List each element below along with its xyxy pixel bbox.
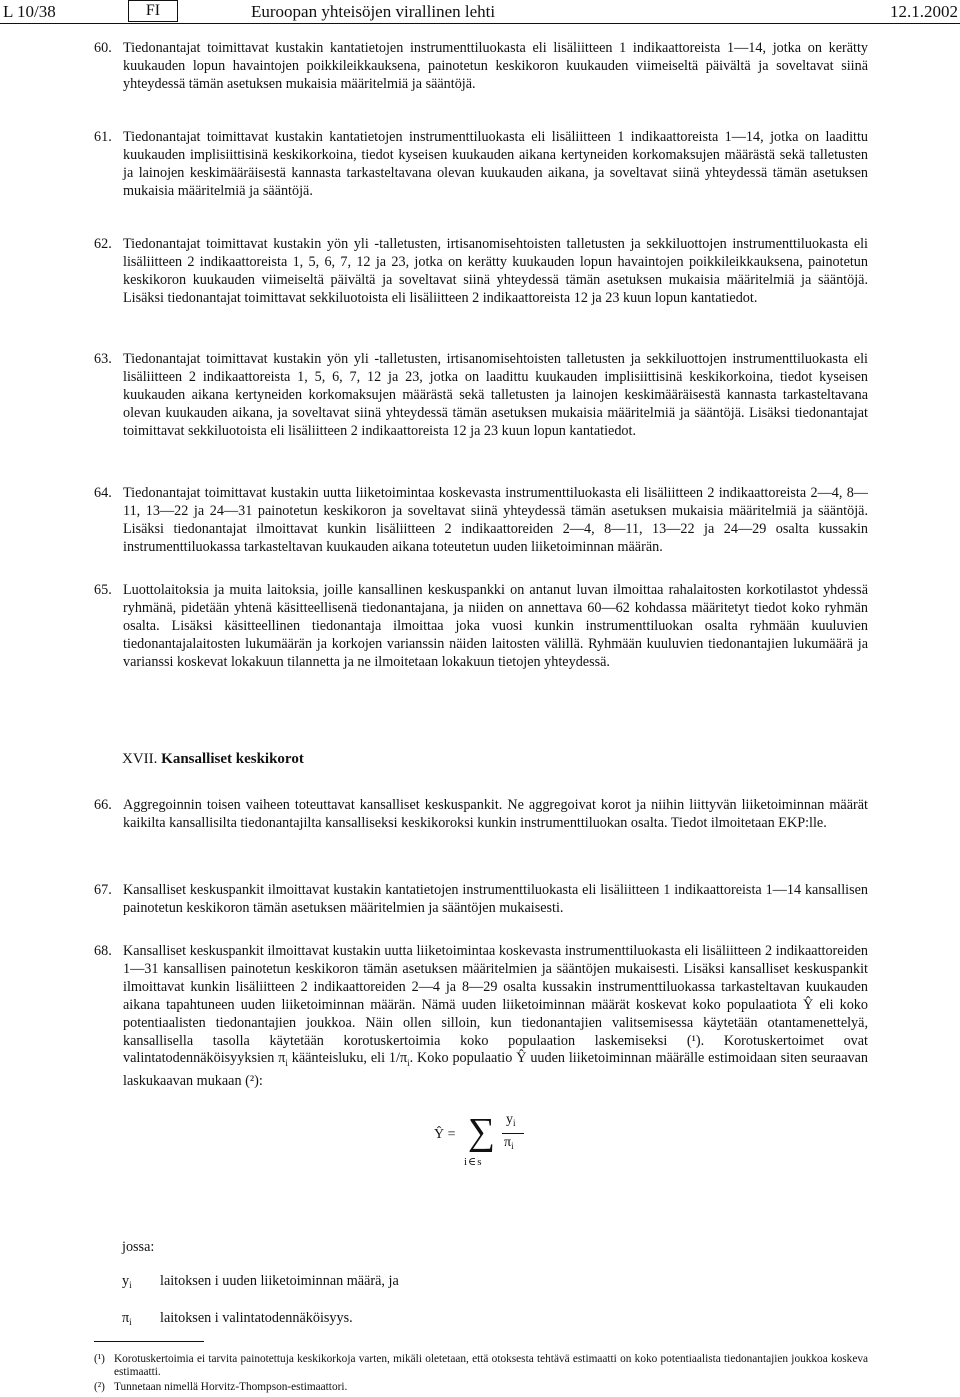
footnote-text: Korotuskertoimia ei tarvita painotettuja keskikorkoja varten, mikäli oletetaan, että otoksesta tehtävä estimaatti on koko potentiaalista tiedonantajien joukkoa koskeva estimaatti. (114, 1353, 868, 1378)
journal-title: Euroopan yhteisöjen virallinen lehti (251, 2, 496, 21)
paragraph-number: 68. (94, 943, 112, 959)
paragraph-68 (94, 943, 868, 1091)
paragraph-number: 67. (94, 882, 112, 898)
paragraph-number: 62. (94, 236, 112, 252)
paragraph-number: 64. (94, 485, 112, 501)
paragraph-text: Kansalliset keskuspankit ilmoittavat kustakin uutta liiketoimintaa koskevasta instrumenttiluokasta eli lisäliitteen 2 indikaattoreiden 1—31 kansallisen painotetun keskikoron tämän asetuksen määritelmien ja sääntöjen mukaisesti. Lisäksi kansalliset keskuspankit ilmoittavat kunkin lisäliitteen 2 indikaattoreiden 2—4 ja 8—29 osalta kussakin instrumenttiluokassa tarkasteltavan kuukauden aikana tapahtuneen uuden liiketoiminnan määrän. Nämä uuden liiketoiminnan määrät koskevat koko populaatiota Ŷ eli koko potentiaalisten tiedonantajien joukkoa. Näin ollen silloin, kun tiedonantajien valitsemisessa käytetään otantamenettelyä, kansallisella tasolla käytetään korotuskertoimia koko populaation laskemiseksi (¹). Korotuskertoimet ovat valintatodennäköisyyksien $\pi_i$ käänteisluku, eli $1/\pi_i$. Koko populaatio Ŷ uuden liiketoiminnan määrälle estimoidaan siten seuraavan laskukaavan mukaan (²): (123, 943, 868, 1090)
definition-text: laitoksen i uuden liiketoiminnan määrä, ja (160, 1273, 399, 1289)
page-header (0, 0, 960, 24)
footnote-rule (94, 1341, 204, 1342)
paragraph-number: 61. (94, 129, 112, 145)
section-title: Kansalliset keskikorot (161, 751, 304, 767)
definition-text: laitoksen i valintatodennäköisyys. (160, 1310, 353, 1326)
paragraph-67 (94, 882, 868, 918)
paragraph-66 (94, 797, 868, 833)
paragraph-text: Tiedonantajat toimittavat kustakin uutta liiketoimintaa koskevasta instrumenttiluokasta eli lisäliitteen 2 indikaattoreista 2—4, 8—11, 13—22 ja 24—31 painotetun keskikoron ja soveltavat siinä yhteydessä tämän asetuksen mukaisia määritelmiä ja sääntöjä. Lisäksi tiedonantajat ilmoittavat kunkin lisäliitteen 2 indikaattoreiden 2—4, 8—11, 13—22 ja 24—29 osalta kussakin instrumenttiluokassa tarkasteltavan kuukauden aikana toteutetun uuden liiketoiminnan määrän. (123, 485, 868, 555)
paragraph-text: Luottolaitoksia ja muita laitoksia, joille kansallinen keskuspankki on antanut luvan ilmoittaa rahalaitosten korkotilastot yhdessä ryhmänä, pidetään yhtenä käsitteellisenä tiedonantajana, ja niiden on annettava 60—62 kohdassa määritetyt tiedot koko ryhmän osalta. Lisäksi käsitteellinen tiedonantaja ilmoittaa joka vuosi kunkin instrumenttiluokan osalta ryhmään kuuluvien tiedonantajalaitosten lukumäärän ja korkojen varianssin näiden laitosten välillä. Ryhmään kuuluvien tiedonantajien lukumäärä ja varianssi koskevat lokakuun tilannetta ja ne ilmoitetaan lokakuun tietojen yhteydessä. (123, 582, 868, 670)
publication-date: 12.1.2002 (890, 2, 958, 21)
footnote-2 (94, 1381, 868, 1394)
paragraph-text: Kansalliset keskuspankit ilmoittavat kustakin kantatietojen instrumenttiluokasta eli lisäliitteen 1 indikaattoreista 1—14 kansallisen painotetun keskikoron tämän asetuksen määritelmien ja sääntöjen mukaisesti. (123, 882, 868, 916)
paragraph-text-start: Kansalliset keskuspankit ilmoittavat kustakin uutta liiketoimintaa koskevasta instrumenttiluokasta eli lisäliitteen 2 indikaattoreiden 1—31 kansallisen painotetun keskikoron tämän asetuksen määritelmien ja sääntöjen mukaisesti. Lisäksi kansalliset keskuspankit ilmoittavat kunkin lisäliitteen 2 indikaattoreiden 2—4 ja 8—29 osalta kussakin instrumenttiluokassa tarkasteltavan kuukauden aikana tapahtuneen uuden liiketoiminnan määrän. Nämä uuden liiketoiminnan määrät koskevat koko populaatiota Ŷ eli koko potentiaalisten tiedonantajien joukkoa. Näin ollen silloin, kun tiedonantajien valitsemisessa käytetään otantamenettelyä, kansallisella tasolla käytetään korotuskertoimia koko populaation laskemiseksi (¹). Korotuskertoimet ovat valintatodennäköisyyksien π (123, 943, 868, 1067)
paragraph-65 (94, 582, 868, 672)
paragraph-64 (94, 485, 868, 557)
paragraph-63 (94, 351, 868, 441)
formula-lhs: Ŷ = (434, 1127, 456, 1142)
paragraph-62 (94, 236, 868, 308)
formula-numerator: $y_i$ (506, 1112, 516, 1128)
footnote-1 (94, 1353, 868, 1379)
paragraph-number: 65. (94, 582, 112, 598)
formula-denominator: $\pi_i$ (504, 1135, 514, 1151)
section-heading (122, 750, 304, 768)
language-badge: FI (128, 0, 178, 22)
paragraph-number: 60. (94, 40, 112, 56)
paragraph-text: Tiedonantajat toimittavat kustakin yön yli -talletusten, irtisanomisehtoisten talletusten ja sekkiluottojen instrumenttiluokasta eli lisäliitteen 2 indikaattoreista 1, 5, 6, 7, 12 ja 23, jotka on laadittu kuukauden implisiittisinä keskikorkoina, tiedot kyseisen kuukauden aikana kertyneiden korkomaksujen määrästä sekä talletusten ja lainojen keskimääräisestä kannasta tarkasteltavana olevan kuukauden aikana, ja soveltavat siinä yhteydessä tämän asetuksen mukaisia määritelmiä ja sääntöjä. Lisäksi tiedonantajat toimittavat sekkiluotoista eli lisäliitteen 2 indikaattoreista 12 ja 23 kuun lopun kantatiedot. (123, 351, 868, 439)
page-reference: L 10/38 (3, 2, 56, 21)
definition-symbol: $\pi_i$ (122, 1310, 132, 1327)
summation-symbol: ∑ (468, 1111, 496, 1153)
footnote-mark: (¹) (94, 1353, 105, 1365)
paragraph-number: 66. (94, 797, 112, 813)
definition-symbol: $y_i$ (122, 1273, 132, 1290)
paragraph-number: 63. (94, 351, 112, 367)
horvitz-thompson-formula (434, 1112, 554, 1170)
paragraph-text: Tiedonantajat toimittavat kustakin kantatietojen instrumenttiluokasta eli lisäliitteen 1 indikaattoreista 1—14, jotka on kerätty kuukauden lopun havaintojen poikkileikkauksena, painotetun keskikoron kuukauden viimeiseltä päivältä ja soveltavat siinä yhteydessä tämän asetuksen mukaisia määritelmiä ja sääntöjä. (123, 40, 868, 92)
paragraph-text: Tiedonantajat toimittavat kustakin yön yli -talletusten, irtisanomisehtoisten talletusten ja sekkiluottojen instrumenttiluokasta eli lisäliitteen 2 indikaattoreista 1, 5, 6, 7, 12 ja 23, jotka on kerätty kuukauden lopun havaintojen poikkileikkauksena, painotetun keskikoron kuukauden viimeiseltä päivältä ja soveltavat siinä yhteydessä tämän asetuksen mukaisia määritelmiä ja sääntöjä. Lisäksi tiedonantajat toimittavat sekkiluotoista eli lisäliitteen 2 indikaattoreista 12 ja 23 kuun lopun kantatiedot. (123, 236, 868, 306)
footnote-mark: (²) (94, 1381, 105, 1393)
paragraph-61 (94, 129, 868, 201)
summation-subscript: i∈s (464, 1156, 483, 1168)
footnote-text: Tunnetaan nimellä Horvitz-Thompson-estimaattori. (114, 1381, 348, 1393)
header-rule (0, 23, 960, 24)
paragraph-60 (94, 40, 868, 94)
paragraph-text: Tiedonantajat toimittavat kustakin kantatietojen instrumenttiluokasta eli lisäliitteen 1 indikaattoreista 1—14, jotka on laadittu kuukauden implisiittisinä keskikorkoina, tiedot kyseisen kuukauden aikana kertyneiden korkomaksujen määrästä sekä talletusten ja lainojen keskimääräisestä kannasta tarkasteltavana olevan kuukauden aikana, ja soveltavat siinä yhteydessä tämän asetuksen mukaisia määritelmiä ja sääntöjä. (123, 129, 868, 199)
section-number: XVII. (122, 751, 158, 767)
where-label: jossa: (122, 1239, 155, 1255)
fraction-bar (502, 1133, 524, 1134)
paragraph-text: Aggregoinnin toisen vaiheen toteuttavat kansalliset keskuspankit. Ne aggregoivat korot ja niihin liittyvän liiketoiminnan määrät kaikilta kansallisilta tiedonantajilta kansalliseksi keskikoroksi kunkin instrumenttiluokan osalta. Tiedot ilmoitetaan EKP:lle. (123, 797, 868, 831)
